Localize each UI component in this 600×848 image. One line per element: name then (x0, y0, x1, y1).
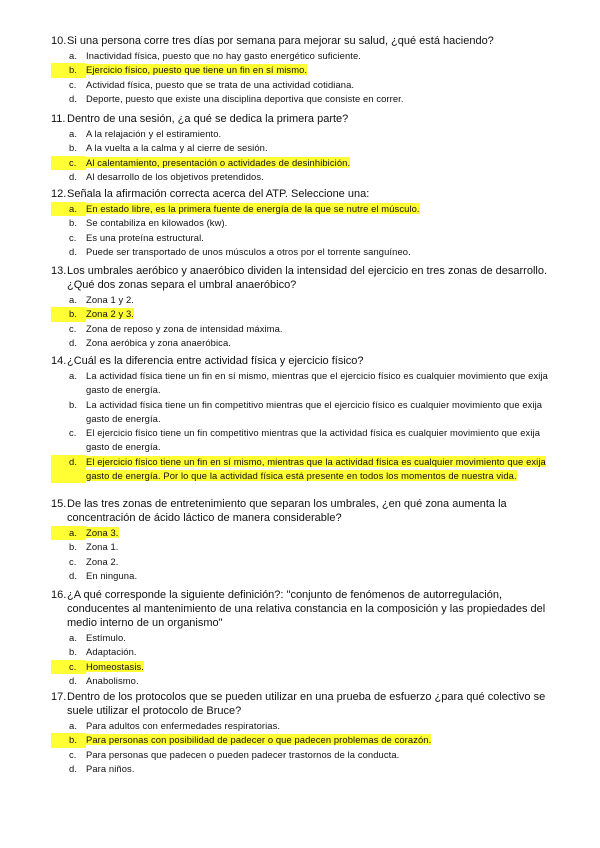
question-text: Dentro de los protocolos que se pueden utilizar en una prueba de esfuerzo ¿para qué colectivo se suele utilizar el protocolo de Bruce? (67, 691, 546, 717)
option-text: Estímulo. (86, 632, 126, 643)
option-d (51, 92, 551, 106)
option-letter: d. (69, 245, 78, 257)
option-d (51, 455, 551, 484)
question-12 (51, 187, 551, 259)
option-text-highlighted: Zona 3. (86, 527, 119, 538)
question-number: 13. (51, 265, 67, 277)
question-text: ¿Cuál es la diferencia entre actividad física y ejercicio físico? (67, 355, 364, 367)
option-letter: c. (51, 156, 86, 170)
question-number: 11. (51, 113, 66, 125)
question-stem (51, 354, 551, 368)
option-text-highlighted: Ejercicio físico, puesto que tiene un fin en sí mismo. (86, 64, 308, 76)
question-number: 14. (51, 355, 67, 367)
option-letter: a. (51, 202, 86, 216)
option-text: A la vuelta a la calma y al cierre de sesión. (86, 142, 268, 154)
option-c (51, 555, 551, 569)
option-letter: c. (69, 427, 77, 439)
option-letter: b. (51, 307, 86, 321)
option-text-highlighted: Al calentamiento, presentación o actividades de desinhibición. (86, 156, 351, 168)
option-text: Es una proteína estructural. (86, 231, 204, 243)
option-list (51, 49, 551, 106)
option-text: Para personas que padecen o pueden padecer trastornos de la conducta. (86, 748, 400, 760)
option-letter: d. (69, 762, 78, 774)
option-text: A la relajación y el estiramiento. (86, 128, 222, 139)
option-letter: c. (69, 322, 77, 334)
option-letter: d. (51, 455, 86, 484)
option-b (51, 398, 551, 427)
option-letter: a. (69, 50, 78, 61)
option-c (51, 156, 551, 170)
option-text: En ninguna. (86, 569, 138, 581)
option-d (51, 170, 551, 184)
option-b (51, 645, 551, 659)
question-number: 15. (51, 498, 67, 510)
question-stem (51, 112, 551, 126)
option-c (51, 426, 551, 455)
option-d (51, 569, 551, 583)
option-text: Zona 1 y 2. (86, 294, 135, 305)
option-a (51, 49, 551, 63)
question-number: 10. (51, 35, 67, 47)
question-text: Los umbrales aeróbico y anaeróbico dividen la intensidad del ejercicio en tres zonas de desarrollo. ¿Qué dos zonas separa el umbral anaeróbico? (67, 265, 548, 291)
option-text: Para adultos con enfermedades respiratorias. (86, 720, 281, 731)
option-letter: d. (69, 170, 78, 182)
option-d (51, 245, 551, 259)
option-b (51, 733, 551, 747)
option-letter: a. (69, 294, 78, 305)
option-list (51, 526, 551, 583)
option-letter: a. (69, 632, 78, 643)
option-a (51, 369, 551, 398)
question-text: Dentro de una sesión, ¿a qué se dedica la primera parte? (67, 113, 349, 125)
option-text: Se contabiliza en kilowados (kw). (86, 217, 228, 229)
option-letter: a. (69, 720, 78, 731)
question-17 (51, 690, 551, 776)
option-letter: d. (69, 569, 78, 581)
option-letter: c. (51, 660, 86, 674)
option-c (51, 660, 551, 674)
option-d (51, 336, 551, 350)
option-text-highlighted: Homeostasis. (86, 660, 144, 672)
option-letter: d. (69, 336, 78, 348)
question-text: Señala la afirmación correcta acerca del ATP. Seleccione una: (67, 188, 370, 200)
question-16 (51, 588, 551, 688)
option-text-highlighted: Zona 2 y 3. (86, 308, 135, 320)
question-text: Si una persona corre tres días por semana para mejorar su salud, ¿qué está haciendo? (67, 35, 494, 47)
option-letter: b. (69, 217, 78, 229)
option-b (51, 141, 551, 155)
option-list (51, 127, 551, 184)
option-a (51, 719, 551, 733)
option-letter: c. (69, 748, 77, 760)
option-c (51, 78, 551, 92)
option-d (51, 762, 551, 776)
question-stem (51, 497, 551, 525)
question-stem (51, 187, 551, 201)
option-letter: a. (69, 370, 78, 381)
option-text: El ejercicio físico tiene un fin competitivo mientras que la actividad física es cualquier movimiento que exija gasto de energía. (86, 427, 541, 453)
question-stem (51, 690, 551, 718)
question-number: 17. (51, 691, 67, 703)
option-text: Deporte, puesto que existe una disciplina deportiva que consiste en correr. (86, 92, 404, 104)
option-text: Adaptación. (86, 646, 137, 658)
option-letter: d. (69, 674, 78, 686)
option-text: Para niños. (86, 762, 135, 774)
option-text: Zona aeróbica y zona anaeróbica. (86, 336, 231, 348)
option-c (51, 748, 551, 762)
question-13 (51, 264, 551, 350)
option-letter: a. (69, 128, 78, 139)
question-11 (51, 112, 551, 184)
option-a (51, 127, 551, 141)
option-letter: b. (69, 541, 78, 553)
option-letter: c. (69, 555, 77, 567)
option-b (51, 216, 551, 230)
option-text: Puede ser transportado de unos músculos a otros por el torrente sanguíneo. (86, 245, 411, 257)
option-text: Al desarrollo de los objetivos pretendidos. (86, 170, 264, 182)
option-a (51, 631, 551, 645)
question-number: 12. (51, 188, 67, 200)
option-a (51, 293, 551, 307)
question-number: 16. (51, 589, 67, 601)
question-14 (51, 354, 551, 483)
option-letter: c. (69, 78, 77, 90)
question-stem (51, 264, 551, 292)
option-list (51, 631, 551, 688)
option-a (51, 526, 551, 540)
option-list (51, 202, 551, 259)
question-15 (51, 497, 551, 583)
option-text-highlighted: Para personas con posibilidad de padecer o que padecen problemas de corazón. (86, 734, 432, 746)
option-letter: b. (51, 733, 86, 747)
option-letter: b. (69, 142, 78, 154)
option-list (51, 719, 551, 776)
option-list (51, 369, 551, 483)
question-stem (51, 34, 551, 48)
option-d (51, 674, 551, 688)
option-text: Zona 1. (86, 541, 119, 553)
question-text: ¿A qué corresponde la siguiente definición?: "conjunto de fenómenos de autorregulación, conducentes al mantenimiento de una relativa constancia en la composición y las propiedades del medio interno de un organismo" (67, 589, 546, 629)
option-list (51, 293, 551, 350)
option-text: Actividad física, puesto que se trata de una actividad cotidiana. (86, 78, 355, 90)
question-stem (51, 588, 551, 630)
option-text-highlighted: En estado libre, es la primera fuente de energía de la que se nutre el músculo. (86, 203, 420, 214)
option-text-highlighted: El ejercicio físico tiene un fin en sí mismo, mientras que la actividad física es cualquier movimiento que exija gasto de energía. Por lo que la actividad física está presente en todos los momentos de nuestra vida. (86, 455, 546, 482)
option-letter: c. (69, 231, 77, 243)
option-b (51, 307, 551, 321)
option-b (51, 63, 551, 77)
option-text: La actividad física tiene un fin competitivo mientras que el ejercicio físico es cualquier movimiento que exija gasto de energía. (86, 398, 543, 424)
question-10 (51, 34, 551, 106)
option-letter: b. (51, 63, 86, 77)
option-c (51, 231, 551, 245)
option-text: Zona 2. (86, 555, 119, 567)
option-text: La actividad física tiene un fin en sí mismo, mientras que el ejercicio físico es cualquier movimiento que exija gasto de energía. (86, 370, 548, 396)
question-text: De las tres zonas de entretenimiento que separan los umbrales, ¿en qué zona aumenta la concentración de ácido láctico de manera considerable? (67, 498, 507, 524)
option-text: Inactividad física, puesto que no hay gasto energético suficiente. (86, 50, 361, 61)
option-c (51, 322, 551, 336)
option-a (51, 202, 551, 216)
option-text: Anabolismo. (86, 674, 139, 686)
option-letter: b. (69, 646, 78, 658)
option-letter: a. (51, 526, 86, 540)
option-b (51, 540, 551, 554)
option-letter: b. (69, 398, 78, 410)
option-letter: d. (69, 92, 78, 104)
option-text: Zona de reposo y zona de intensidad máxima. (86, 322, 283, 334)
